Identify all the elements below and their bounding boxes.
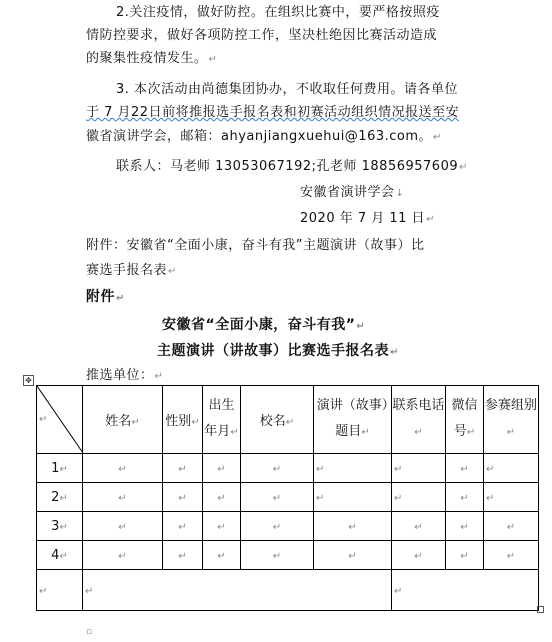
cell[interactable]: ↵: [241, 454, 314, 483]
paragraph-2-line-2: 情防控要求，做好各项防控工作，坚决杜绝因比赛活动造成: [86, 28, 438, 43]
unit-label: 推选单位：↵: [86, 368, 164, 383]
paragraph-3-line-1: 3. 本次活动由尚德集团协办，不收取任何费用。请各单位: [116, 82, 459, 97]
cell[interactable]: ↵: [37, 570, 83, 611]
contact-line: 联系人：马老师 13053067192;孔老师 18856957609↵: [116, 159, 468, 174]
header-gender[interactable]: 性别↵: [163, 386, 203, 454]
cell[interactable]: ↵: [392, 512, 446, 541]
paragraph-mark: ↵: [208, 54, 218, 65]
cell[interactable]: ↵: [392, 541, 446, 570]
header-group[interactable]: 参赛组别↵: [484, 386, 539, 454]
table-row: [37, 483, 539, 512]
row-number: 3↵: [37, 512, 83, 541]
cell[interactable]: ↵: [83, 483, 163, 512]
cell[interactable]: ↵: [163, 483, 203, 512]
cell[interactable]: ↵: [203, 454, 241, 483]
table-row: [37, 454, 539, 483]
cell[interactable]: ↵: [392, 454, 446, 483]
table-resize-handle[interactable]: [537, 606, 544, 613]
cell[interactable]: ↵: [241, 483, 314, 512]
cell[interactable]: ↵: [314, 454, 392, 483]
cell[interactable]: ↵: [163, 512, 203, 541]
header-name[interactable]: 姓名↵: [83, 386, 163, 454]
header-school[interactable]: 校名↵: [241, 386, 314, 454]
cell[interactable]: ↵: [314, 512, 392, 541]
cell[interactable]: ↵: [314, 483, 392, 512]
header-phone[interactable]: 联系电话↵: [392, 386, 446, 454]
cell[interactable]: ↵: [163, 541, 203, 570]
cell[interactable]: ↵: [484, 512, 539, 541]
table-row-remarks: [37, 570, 539, 611]
cell[interactable]: ↵: [83, 541, 163, 570]
attachment-label: 附件↵: [86, 289, 125, 305]
registration-table: [36, 385, 539, 611]
paragraph-2-line-3: 的聚集性疫情发生。↵: [86, 51, 218, 66]
table-header-row: [37, 386, 539, 454]
cell[interactable]: ↵: [484, 483, 539, 512]
cell[interactable]: ↵: [203, 541, 241, 570]
cell[interactable]: ↵: [203, 483, 241, 512]
document-date: 2020 年 7 月 11 日↵: [300, 211, 435, 226]
header-birth[interactable]: 出生年月↵: [203, 386, 241, 454]
cell[interactable]: ↵: [446, 541, 484, 570]
cell[interactable]: ↵: [163, 454, 203, 483]
organization-signature: 安徽省演讲学会↓: [300, 185, 405, 200]
cell[interactable]: ↵: [446, 512, 484, 541]
table-move-handle[interactable]: ✥: [23, 375, 34, 386]
attachment-line-2: 赛选手报名表↵: [86, 263, 177, 278]
merged-cell[interactable]: ↵: [83, 570, 392, 611]
cell[interactable]: ↵: [83, 512, 163, 541]
table-row: [37, 541, 539, 570]
row-number: 2↵: [37, 483, 83, 512]
cell[interactable]: ↵: [484, 454, 539, 483]
cell[interactable]: ↵: [203, 512, 241, 541]
cell[interactable]: ↵: [314, 541, 392, 570]
cell[interactable]: ↵: [241, 512, 314, 541]
paragraph-3-line-3: 徽省演讲学会，邮箱：ahyanjiangxuehui@163.com。↵: [86, 129, 442, 144]
paragraph-2-line-1: 2.关注疫情，做好防控。在组织比赛中，要严格按照疫: [116, 5, 440, 20]
cell[interactable]: ↵: [484, 541, 539, 570]
table-row: [37, 512, 539, 541]
cell[interactable]: ↵: [241, 541, 314, 570]
row-number: 1↵: [37, 454, 83, 483]
header-wechat[interactable]: 微信号↵: [446, 386, 484, 454]
attachment-line-1: 附件：安徽省“全面小康，奋斗有我”主题演讲（故事）比: [86, 238, 425, 253]
cell[interactable]: ↵: [392, 483, 446, 512]
trailing-paragraph-mark: ▫: [86, 627, 93, 637]
paragraph-3-line-2: 于 7 月22日前将推报选手报名表和初赛活动组织情况报送至安: [86, 105, 460, 120]
row-number: 4↵: [37, 541, 83, 570]
cell[interactable]: ↵: [446, 483, 484, 512]
cell[interactable]: ↵: [446, 454, 484, 483]
header-topic[interactable]: 演讲（故事）题目↵: [314, 386, 392, 454]
diagonal-header-cell[interactable]: ↵: [37, 386, 83, 454]
merged-cell[interactable]: ↵: [392, 570, 539, 611]
form-title: 安徽省“全面小康，奋斗有我”↵: [162, 317, 366, 333]
cell[interactable]: ↵: [83, 454, 163, 483]
form-subtitle: 主题演讲（讲故事）比赛选手报名表↵: [157, 343, 399, 359]
